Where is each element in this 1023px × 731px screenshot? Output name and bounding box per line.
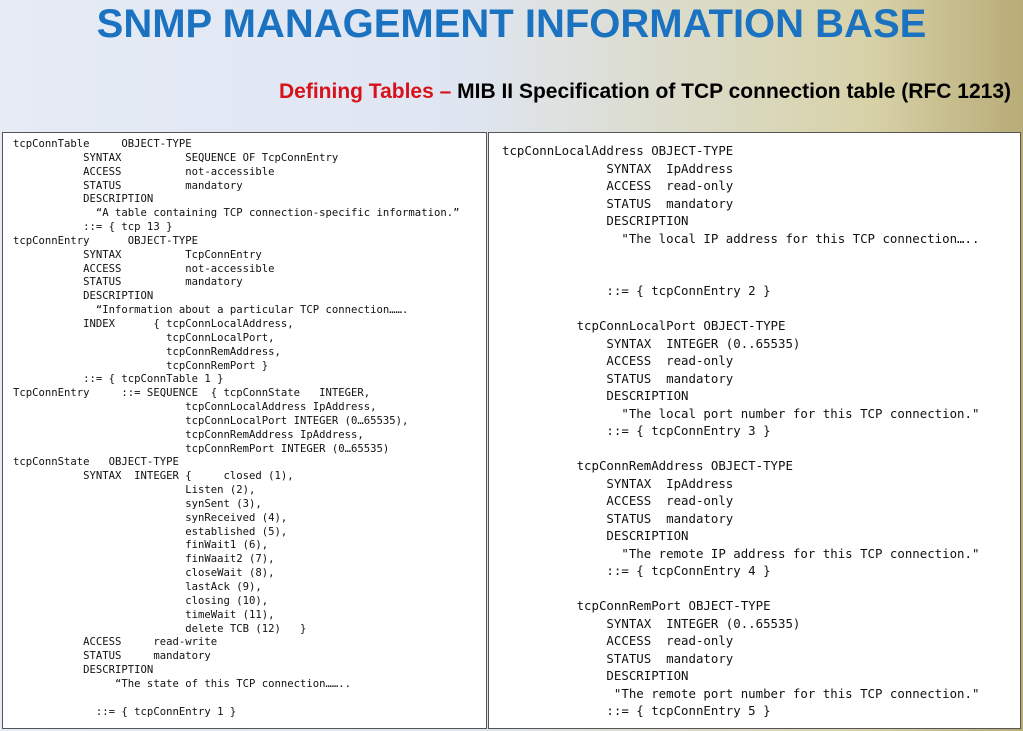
subtitle-lead: Defining Tables – <box>278 80 458 103</box>
right-code-block: tcpConnLocalAddress OBJECT-TYPE SYNTAX IpAddress ACCESS read-only STATUS mandatory DESCRIPTION "The local IP address for this TCP connection….. ::= { tcpConnEntry 2 } tcpConnLocalPort OBJECT-TYPE SYNTAX INTEGER (0..65535) ACCESS read-only STATUS mandatory DESCRIPTION "The local port number for this TCP connection." ::= { tcpConnEntry 3 } tcpConnRemAddress OBJECT-TYPE SYNTAX IpAddress ACCESS read-only STATUS mandatory DESCRIPTION "The remote IP address for this TCP connection." ::= { tcpConnEntry 4 } tcpConnRemPort OBJECT-TYPE SYNTAX INTEGER (0..65535) ACCESS read-only STATUS mandatory DESCRIPTION "The remote port number for this TCP connection." ::= { tcpConnEntry 5 } <box>502 143 980 718</box>
slide-subtitle <box>279 80 1011 104</box>
slide-title: SNMP MANAGEMENT INFORMATION BASE <box>96 2 927 46</box>
subtitle-rest: MIB II Specification of TCP connection table (RFC 1213) <box>457 80 1011 103</box>
right-code-panel <box>488 132 1021 729</box>
left-code-block: tcpConnTable OBJECT-TYPE SYNTAX SEQUENCE OF TcpConnEntry ACCESS not-accessible STATUS mandatory DESCRIPTION “A table containing TCP connection-specific information.” ::= { tcp 13 } tcpConnEntry OBJECT-TYPE SYNTAX TcpConnEntry ACCESS not-accessible STATUS mandatory DESCRIPTION “Information about a particular TCP connection……. INDEX { tcpConnLocalAddress, tcpConnLocalPort, tcpConnRemAddress, tcpConnRemPort } ::= { tcpConnTable 1 } TcpConnEntry ::= SEQUENCE { tcpConnState INTEGER, tcpConnLocalAddress IpAddress, tcpConnLocalPort INTEGER (0…65535), tcpConnRemAddress IpAddress, tcpConnRemPort INTEGER (0…65535) tcpConnState OBJECT-TYPE SYNTAX INTEGER { closed (1), Listen (2), synSent (3), synReceived (4), established (5), finWait1 (6), finWaait2 (7), closeWait (8), lastAck (9), closing (10), timeWait (11), delete TCB (12) } ACCESS read-write STATUS mandatory DESCRIPTION “The state of this TCP connection…….. ::= { tcpConnEntry 1 } <box>13 138 460 718</box>
left-code-panel <box>2 132 487 729</box>
